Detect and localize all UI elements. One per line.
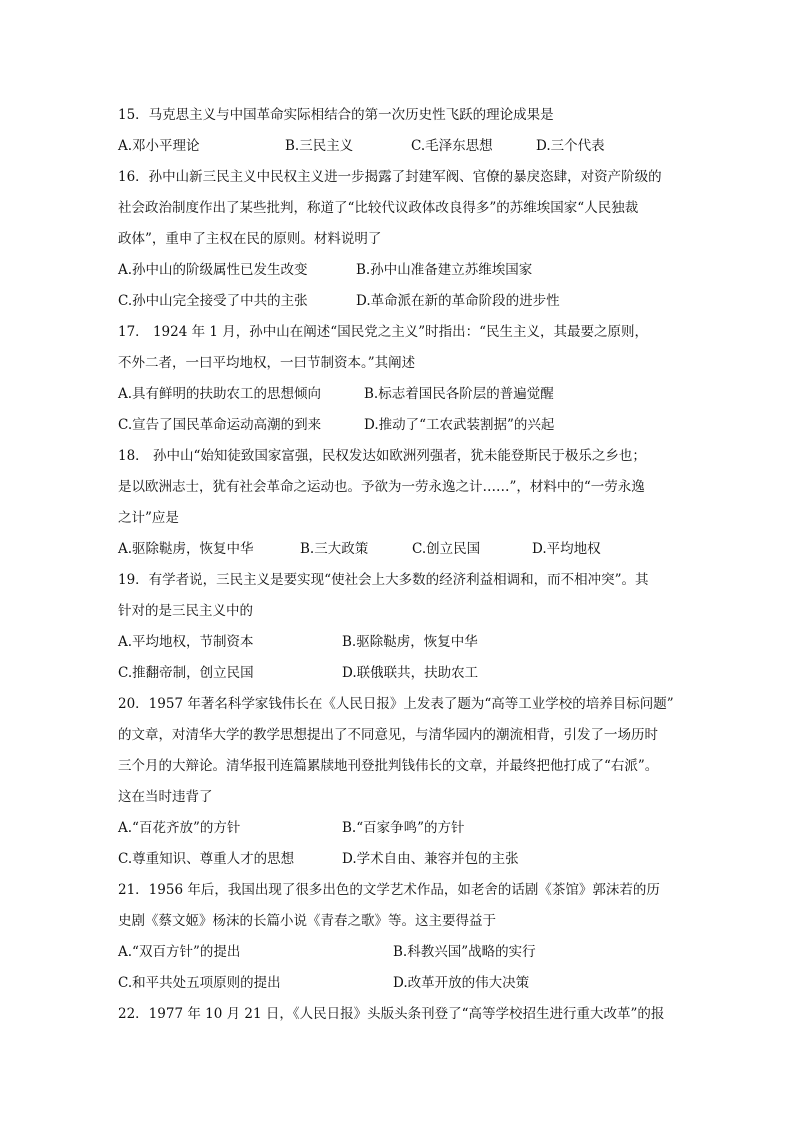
question-20-option-a: A.“百花齐放”的方针: [118, 820, 241, 836]
question-19-options-row-2: [118, 658, 678, 689]
question-20-stem-line-4: 这在当时违背了: [118, 789, 213, 805]
question-17-option-c: C.宣告了国民革命运动高潮的到来: [118, 417, 322, 433]
question-20-stem-line-1: 20．1957 年著名科学家钱伟长在《人民日报》上发表了题为“高等工业学校的培养目标问题”: [118, 696, 674, 712]
question-21-option-b: B.科教兴国”战略的实行: [393, 944, 536, 960]
question-18-option-c: C.创立民国: [412, 541, 481, 557]
question-20-stem-line-3: 三个月的大辩论。清华报刊连篇累牍地刊登批判钱伟长的文章，并最终把他打成了“右派”。: [118, 758, 659, 774]
question-21-options-row-2: [118, 968, 678, 999]
question-21-options-row-1: [118, 937, 678, 968]
question-17-option-a: A.具有鲜明的扶助农工的思想倾向: [118, 386, 322, 402]
question-21-option-c: C.和平共处五项原则的提出: [118, 975, 281, 991]
question-16-options-row-1: [118, 255, 678, 286]
question-21-option-a: A.“双百方针”的提出: [118, 944, 241, 960]
question-15-option-b: B.三民主义: [285, 138, 354, 154]
question-18-options: [118, 534, 678, 565]
question-16-option-a: A.孙中山的阶级属性已发生改变: [118, 262, 308, 278]
question-18-stem-line-3: 之计”应是: [118, 510, 179, 526]
question-19-options-row-1: [118, 627, 678, 658]
question-18-stem-line-1: 18． 孙中山“始知徒致国家富强，民权发达如欧洲列强者，犹未能登斯民于极乐之乡也；: [118, 448, 646, 464]
question-19-option-d: D.联俄联共，扶助农工: [342, 665, 479, 681]
question-17-stem-line-2: 不外二者，一曰平均地权，一曰节制资本。”其阐述: [118, 355, 416, 371]
question-15-option-c: C.毛泽东思想: [411, 138, 493, 154]
question-15-option-a: A.邓小平理论: [118, 138, 200, 154]
question-15-option-d: D.三个代表: [536, 138, 605, 154]
question-21-option-d: D.改革开放的伟大决策: [393, 975, 530, 991]
question-16-stem-line-2: 社会政治制度作出了某些批判，称道了“比较代议政体改良得多”的苏维埃国家“人民独裁: [118, 200, 639, 216]
question-15-stem-line-1: 15．马克思主义与中国革命实际相结合的第一次历史性飞跃的理论成果是: [118, 107, 554, 123]
question-18-option-d: D.平均地权: [532, 541, 601, 557]
question-20-option-c: C.尊重知识、尊重人才的思想: [118, 851, 295, 867]
question-list: [118, 100, 678, 1030]
question-18-option-b: B.三大政策: [300, 541, 369, 557]
question-17-option-b: B.标志着国民各阶层的普遍觉醒: [364, 386, 554, 402]
question-19-option-a: A.平均地权，节制资本: [118, 634, 254, 650]
question-16-stem-line-3: 政体”，重申了主权在民的原则。材料说明了: [118, 231, 382, 247]
question-19-stem-line-2: 针对的是三民主义中的: [118, 603, 253, 619]
question-17-option-d: D.推动了“工农武装割据”的兴起: [364, 417, 555, 433]
question-20-options-row-1: [118, 813, 678, 844]
question-20-option-d: D.学术自由、兼容并包的主张: [342, 851, 519, 867]
question-16-option-d: D.革命派在新的革命阶段的进步性: [356, 293, 560, 309]
question-18-option-a: A.驱除鞑虏，恢复中华: [118, 541, 254, 557]
question-20-option-b: B.“百家争鸣”的方针: [342, 820, 465, 836]
question-17-stem-line-1: 17． 1924 年 1 月，孙中山在阐述“国民党之主义”时指出：“民生主义，其最要之原则，: [118, 324, 648, 340]
question-17-options-row-2: [118, 410, 678, 441]
question-20-options-row-2: [118, 844, 678, 875]
question-20-stem-line-2: 的文章，对清华大学的教学思想提出了不同意见，与清华园内的潮流相背，引发了一场历时: [118, 727, 658, 743]
question-16-option-c: C.孙中山完全接受了中共的主张: [118, 293, 308, 309]
question-19-stem-line-1: 19．有学者说，三民主义是要实现“使社会上大多数的经济利益相调和，而不相冲突”。其: [118, 572, 649, 588]
question-19-option-b: B.驱除鞑虏，恢复中华: [342, 634, 478, 650]
question-16-options-row-2: [118, 286, 678, 317]
question-16-option-b: B.孙中山准备建立苏维埃国家: [356, 262, 533, 278]
question-21-stem-line-1: 21．1956 年后，我国出现了很多出色的文学艺术作品，如老舍的话剧《茶馆》郭沫若的历: [118, 882, 660, 898]
question-19-option-c: C.推翻帝制，创立民国: [118, 665, 254, 681]
question-18-stem-line-2: 是以欧洲志士，犹有社会革命之运动也。予欲为一劳永逸之计……”，材料中的“一劳永逸: [118, 479, 645, 495]
question-16-stem-line-1: 16．孙中山新三民主义中民权主义进一步揭露了封建军阀、官僚的暴戾恣肆，对资产阶级的: [118, 169, 662, 185]
question-21-stem-line-2: 史剧《蔡文姬》杨沫的长篇小说《青春之歌》等。这主要得益于: [118, 913, 496, 929]
question-15-options: [118, 131, 678, 162]
question-17-options-row-1: [118, 379, 678, 410]
question-22-stem-line-1: 22．1977 年 10 月 21 日，《人民日报》头版头条刊登了“高等学校招生进行重大改革”的报: [118, 1006, 665, 1022]
